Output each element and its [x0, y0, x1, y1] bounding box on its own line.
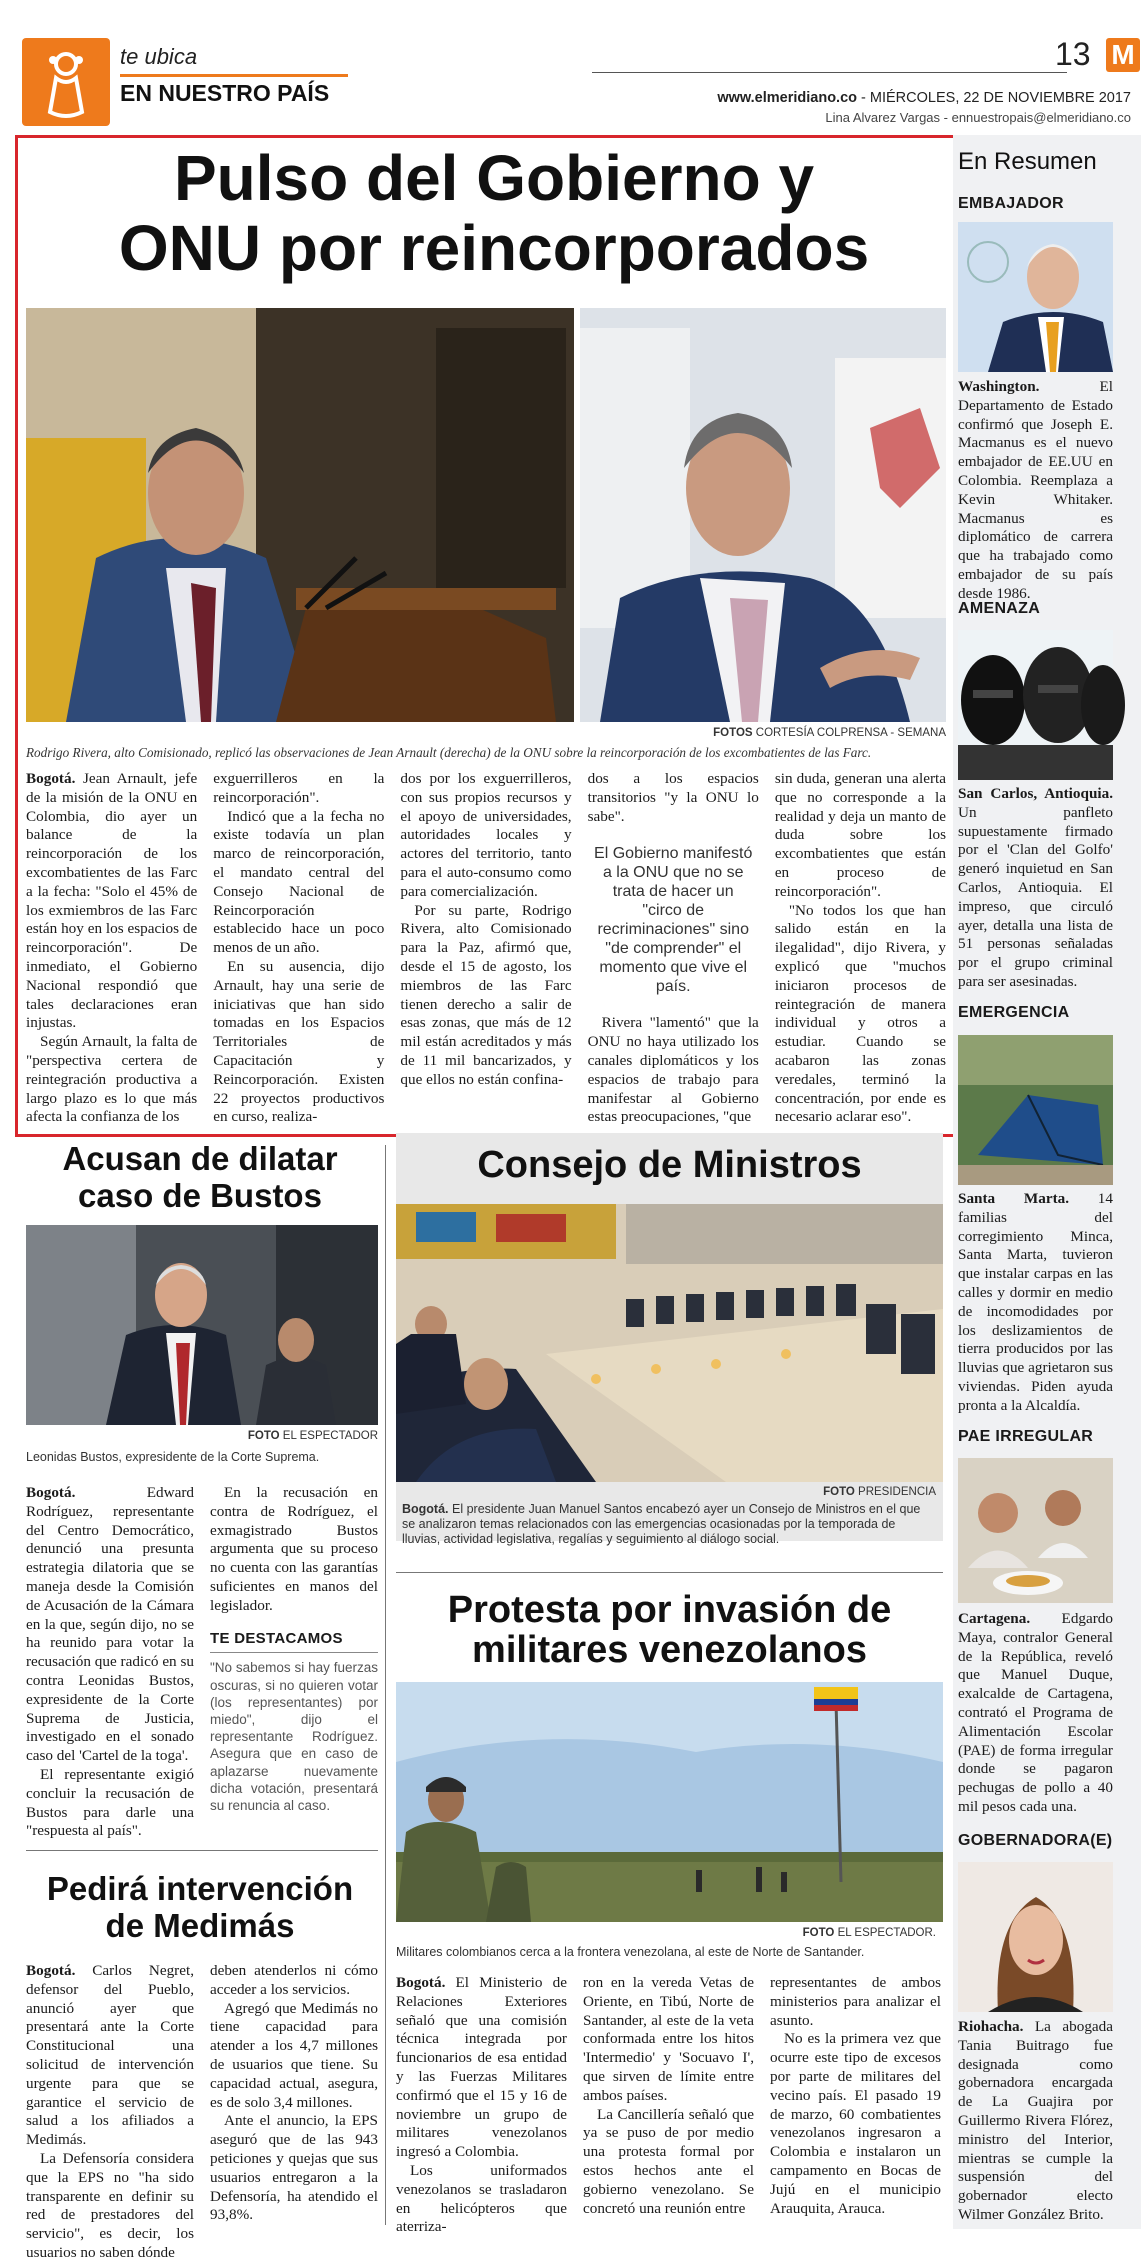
sidebar-photo-amenaza: [958, 630, 1113, 780]
sidebar-photo-pae: [958, 1458, 1113, 1603]
lead-photo-rivera: [26, 308, 574, 722]
lead-photo-credit: FOTOS CORTESÍA COLPRENSA - SEMANA: [713, 727, 946, 739]
consejo-title: Consejo de Ministros: [477, 1144, 862, 1186]
section-big: EN NUESTRO PAÍS: [120, 80, 330, 106]
sidebar-text-2: San Carlos, Antioquia. Un panfleto supuestamente firmado por el 'Clan del Golfo' generó inquietud en San Carlos, Antioquia. El impreso, que circuló ayer, detalla una lista de 51 personas señaladas por el grupo criminal para ser asesinadas.: [958, 785, 1113, 990]
lead-title-line2: ONU por reincorporados: [118, 212, 870, 284]
sidebar-text-4: Cartagena. Edgardo Maya, contralor General de la República, reveló que Manuel Duque, exalcalde de Cartagena, contrató el Programa de Alimentación Escolar (PAE) de forma irregular donde se pagaron pechugas de pollo a 40 mil pesos cada una.: [958, 1610, 1113, 1815]
sidebar-head-1: EMBAJADOR: [958, 195, 1064, 212]
bustos-caption: Leonidas Bustos, expresidente de la Corte Suprema.: [26, 1450, 320, 1464]
bustos-body: [26, 1484, 378, 1844]
sidebar-head-3: EMERGENCIA: [958, 1004, 1070, 1021]
consejo-caption: Bogotá. El presidente Juan Manuel Santos encabezó ayer un Consejo de Ministros en el que se analizaron temas relacionados con las emergencias ocasionadas por la temporada de lluvias, actividad legislativa, regalías y seguimiento al diálogo social.: [402, 1502, 921, 1546]
lead-col-3: dos por los exguerrilleros, con sus propios recursos y el apoyo de universidades, autoridades locales y actores del territorio, tanto para el auto-consumo como para comercialización. Por su parte, Rodrigo Rivera, alto Comisionado para la Paz, afirmó que, desde el 15 de agosto, los miembros de las Farc tienen derecho a salir de esas zonas, que más de 12 mil están acreditados y más de 11 mil bancarizados, y que ellos no están confina-: [400, 770, 572, 1088]
protesta-col-1: Bogotá. El Ministerio de Relaciones Exteriores señaló que una comisión técnica integrada por funcionarios de esa entidad y las Fuerzas Militares confirmó que el 15 y 16 de noviembre un grupo de militares venezolanos ingresó a Colombia. Los uniformados venezolanos se trasladaron en helicópteros que aterriza-: [396, 1974, 567, 2236]
sidebar-head-2: AMENAZA: [958, 600, 1041, 617]
lead-photo-arnault: [580, 308, 946, 722]
site-url[interactable]: www.elmeridiano.co: [717, 90, 858, 106]
medimas-rule: [26, 1850, 378, 1851]
sidebar-photo-emergencia: [958, 1035, 1113, 1185]
medimas-col-1: Bogotá. Carlos Negret, defensor del Pueblo, anunció ayer que presentará ante la Corte Constitucional una solicitud de intervención urgente para que se garantice el servicio de salud a los afiliados a Medimás. La Defensoría considera que la EPS no "ha sido transparente en definir su red de prestadores del servicio", es decir, los usuarios no saben dónde: [26, 1962, 194, 2261]
header-rule: [592, 72, 1067, 73]
protesta-caption: Militares colombianos cerca a la frontera venezolana, al este de Norte de Santander.: [396, 1945, 865, 1959]
issue-date: MIÉRCOLES, 22 DE NOVIEMBRE 2017: [869, 90, 1131, 106]
lead-title: [20, 143, 968, 283]
medimas-title: Pedirá intervención de Medimás: [46, 1870, 354, 1944]
lead-pull-quote: El Gobierno manifestó a la ONU que no se trata de hacer un "circo de recriminaciones" sino "de comprender" el momento que vive el país.: [594, 845, 753, 996]
author-line: Lina Alvarez Vargas - ennuestropais@elmeridiano.co: [825, 110, 1131, 125]
protesta-photo: [396, 1682, 943, 1922]
brand-logo: [1106, 38, 1140, 72]
lead-col-5: sin duda, generan una alerta que no corresponde a la realidad y deja un manto de duda sobre los excombatientes que están en proceso de reincorporación". "No todos los que han salido están en la ilegalidad", dijo Rivera, y explicó que "muchos iniciaron procesos de reintegración de manera individual y otros a estudiar. Cuando se acabaron las zonas veredales, terminó la concentración, por ende es necesario aclarar eso".: [774, 770, 947, 1126]
consejo-photo: [396, 1204, 943, 1482]
destacamos-head: TE DESTACAMOS: [210, 1630, 378, 1654]
site-date-line: www.elmeridiano.co - MIÉRCOLES, 22 DE NOVIEMBRE 2017: [717, 90, 1131, 106]
lead-col-1: Bogotá. Jean Arnault, jefe de la misión de la ONU en Colombia, dio ayer un balance de la reincorporación de los excombatientes de las Farc a la fecha: "Solo el 45% de los exmiembros de las Farc están hoy en los espacios de reincorporación". De inmediato, el Gobierno Nacional respondió que tales declaraciones eran injustas. Según Arnault, la falta de "perspectiva certera de reintegración productiva a largo plazo es lo que más afecta la confianza de los: [26, 770, 198, 1126]
bustos-col-1: Bogotá. Edward Rodríguez, representante del Centro Democrático, denunció una presunta estrategia dilatoria que se maneja desde la Comisión de Acusación de la Cámara en la que, según dijo, no se ha reunido para votar la recusación que radicó en su contra Leonidas Bustos, expresidente de la Corte Suprema de Justicia, investigado en el sonado caso del 'Cartel de la toga'. El representante exigió concluir la recusación de Bustos para darle una "respuesta al país".: [26, 1484, 194, 1840]
consejo-credit: FOTO PRESIDENCIA: [823, 1486, 936, 1498]
sidebar-head-5: GOBERNADORA(E): [958, 1832, 1113, 1849]
protesta-col-2: ron en la vereda Vetas de Oriente, en Tibú, Norte de Santander, al este de la veta conformada entre los hitos 'Intermedio' y 'Socuavo I', que sirven de límite entre ambos países. La Cancillería señaló que ya se puso de por medio una protesta formal por estos hechos ante el gobierno venezolano. Se concretó una reunión entre: [583, 1974, 754, 2217]
figure-icon: [22, 38, 110, 126]
protesta-body: [396, 1974, 941, 2236]
section-underline: [120, 74, 348, 77]
bustos-title: Acusan de dilatar caso de Bustos: [62, 1140, 338, 1214]
sidebar-title: En Resumen: [958, 148, 1097, 175]
lead-col-2: exguerrilleros en la reincorporación". Indicó que a la fecha no existe todavía un plan marco de reincorporación, el mandato central del Consejo Nacional de Reincorporación establecido hace un poco menos de un año. En su ausencia, dijo Arnault, hay una serie de iniciativas que han sido tomadas en los Espacios Territoriales de Capacitación y Reincorporación. Existen 22 proyectos productivos en curso, realiza-: [213, 770, 385, 1126]
section-logo: [22, 38, 110, 126]
page-number: 13: [1055, 36, 1091, 72]
lead-col-4: dos a los espacios transitorios "y la ONU lo sabe". El Gobierno manifestó a la ONU que no se trata de hacer un "circo de recriminaciones" sino "de comprender" el momento que vive el país. Rivera "lamentó" que la ONU no haya utilizado los canales diplomáticos y los espacios de trabajo para manifestar al Gobierno estas preocupaciones, "que: [587, 770, 759, 1126]
sidebar-photo-embajador: [958, 222, 1113, 372]
medimas-col-2: deben atenderlos ni cómo acceder a los servicios. Agregó que Medimás no tiene capacidad para atender a los 4,7 millones de usuarios que tiene. Su capacidad actual, asegura, es de solo 3,4 millones. Ante el anuncio, la EPS aseguró que de las 943 peticiones y quejas que sus usuarios entregaron a la Defensoría, ha atendido el 93,8%.: [210, 1962, 378, 2224]
section-small: te ubica: [120, 44, 198, 69]
protesta-title: Protesta por invasión de militares venezolanos: [447, 1589, 892, 1671]
bustos-photo: [26, 1225, 378, 1425]
lead-caption: Rodrigo Rivera, alto Comisionado, replicó las observaciones de Jean Arnault (derecha) de la ONU sobre la reincorporación de los excombatientes de las Farc.: [26, 745, 872, 760]
sidebar-photo-gobernadora: [958, 1862, 1113, 2012]
sidebar-text-5: Riohacha. La abogada Tania Buitrago fue designada como gobernadora encargada de La Guajira por Guillermo Rivera Flórez, ministro del Interior, mientras se cumple la suspensión del gobernador electo Wilmer González Brito.: [958, 2018, 1113, 2223]
protesta-rule: [396, 1572, 943, 1573]
lead-title-line1: Pulso del Gobierno y: [173, 142, 815, 214]
sidebar-text-1: Washington. El Departamento de Estado confirmó que Joseph E. Macmanus es el nuevo embajador de EE.UU en Colombia. Reemplaza a Kevin Whitaker. Macmanus es diplomático de carrera que ha trabajado como embajador de su país desde 1986.: [958, 378, 1113, 602]
sidebar-text-3: Santa Marta. 14 familias del corregimiento Minca, Santa Marta, tuvieron que instalar carpas en las calles y dormir en medio de incomodidades por los deslizamientos de tierra producidos por las lluvias que agrietaron sus viviendas. Piden ayuda pronta a la Alcaldía.: [958, 1190, 1113, 1414]
medimas-body: [26, 1962, 378, 2261]
sidebar-head-4: PAE IRREGULAR: [958, 1428, 1094, 1445]
bustos-col-2: En la recusación en contra de Rodríguez, el exmagistrado Bustos argumenta que su proceso no cuenta con las garantías suficientes en manos del legislador. TE DESTACAMOS "No sabemos si hay fuerzas oscuras, si no quieren votar (los representantes) por miedo", dijo el representante Rodríguez. Asegura que en caso de aplazarse nuevamente dicha votación, presentará su renuncia al caso.: [210, 1484, 378, 1813]
brand-letter: M: [1111, 39, 1135, 70]
lead-body: [26, 770, 946, 1125]
column-rule-left: [385, 1145, 386, 2225]
protesta-col-3: representantes de ambos ministerios para analizar el asunto. No es la primera vez que ocurre este tipo de excesos por parte de militares del vecino país. El pasado 19 de marzo, 60 combatientes venezolanos ingresaron a Colombia e instalaron un campamento en Bocas de Jujú en el municipio Arauquita, Arauca.: [770, 1974, 941, 2217]
protesta-credit: FOTO EL ESPECTADOR.: [802, 1927, 936, 1939]
destacamos-text: "No sabemos si hay fuerzas oscuras, si no quieren votar (los representantes) por miedo", dijo el representante Rodríguez. Asegura que en caso de aplazarse nuevamente dicha votación, presentará su renuncia al caso.: [210, 1660, 378, 1813]
bustos-credit: FOTO EL ESPECTADOR: [247, 1430, 378, 1442]
